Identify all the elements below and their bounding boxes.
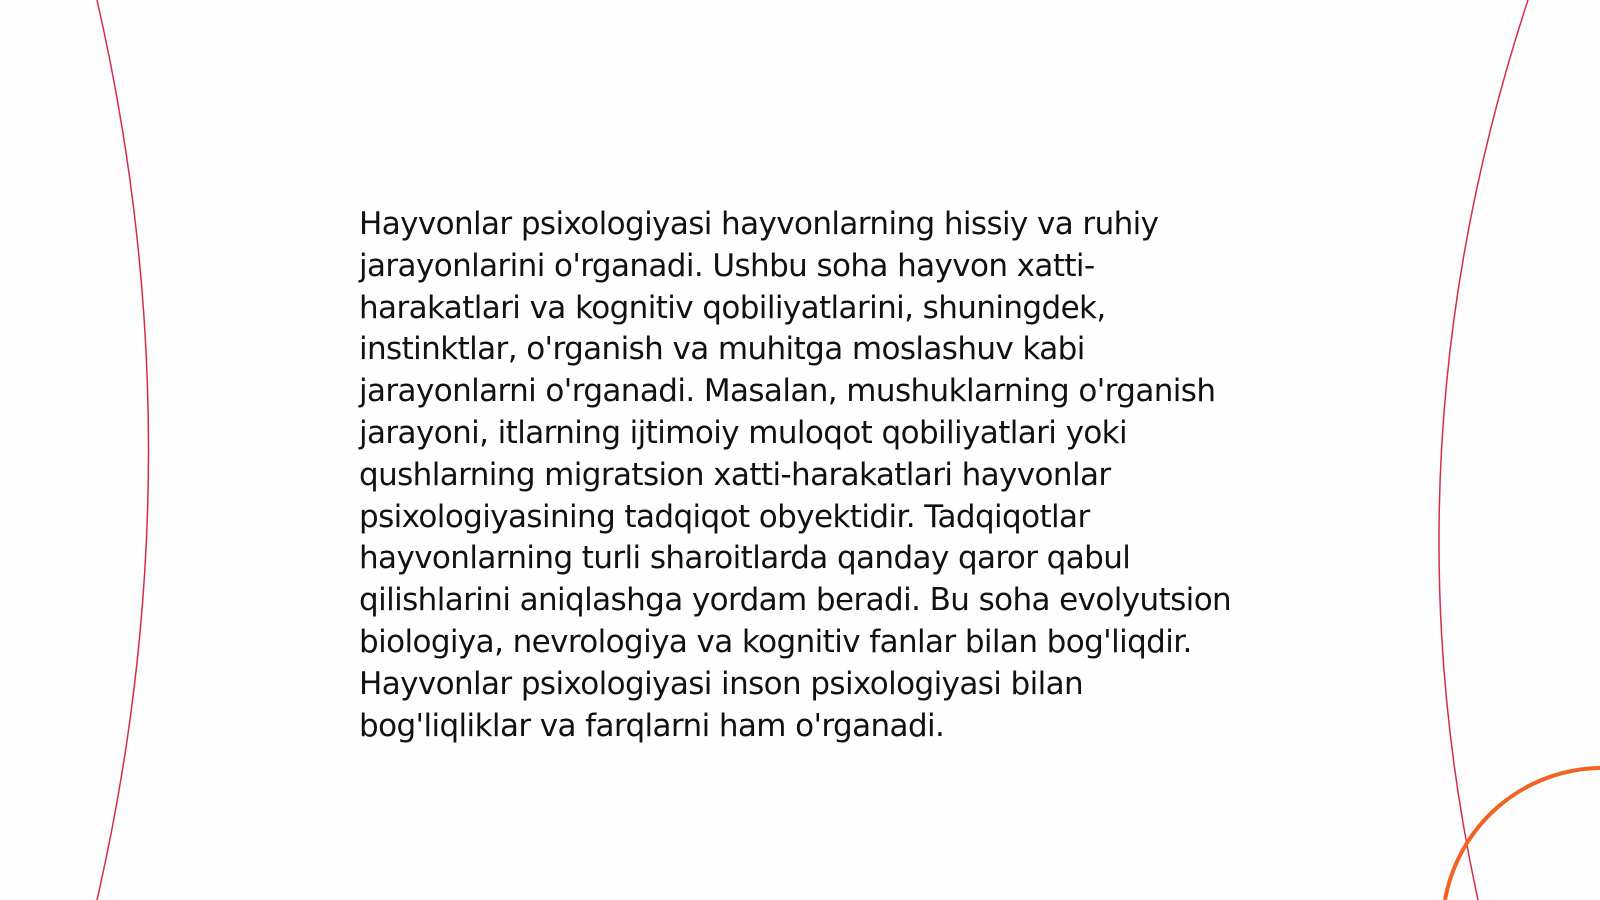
orange-accent-arc — [1445, 768, 1600, 900]
body-paragraph: Hayvonlar psixologiyasi hayvonlarning hissiy va ruhiy jarayonlarini o'rganadi. Ushbu soha hayvon xatti-harakatlari va kognitiv qobiliyatlarini, shuningdek, instinktlar, o'rganish va muhitga moslashuv kabi jarayonlarni o'rganadi. Masalan, mushuklarning o'rganish jarayoni, itlarning ijtimoiy muloqot qobiliyatlari yoki qushlarning migratsion xatti-harakatlari hayvonlar psixologiyasining tadqiqot obyektidir. Tadqiqotlar hayvonlarning turli sharoitlarda qanday qaror qabul qilishlarini aniqlashga yordam beradi. Bu soha evolyutsion biologiya, nevrologiya va kognitiv fanlar bilan bog'liqdir. Hayvonlar psixologiyasi inson psixologiyasi bilan bog'liqliklar va farqlarni ham o'rganadi. — [359, 206, 1232, 744]
right-arc-line — [1439, 0, 1528, 900]
left-arc-line — [97, 0, 149, 900]
